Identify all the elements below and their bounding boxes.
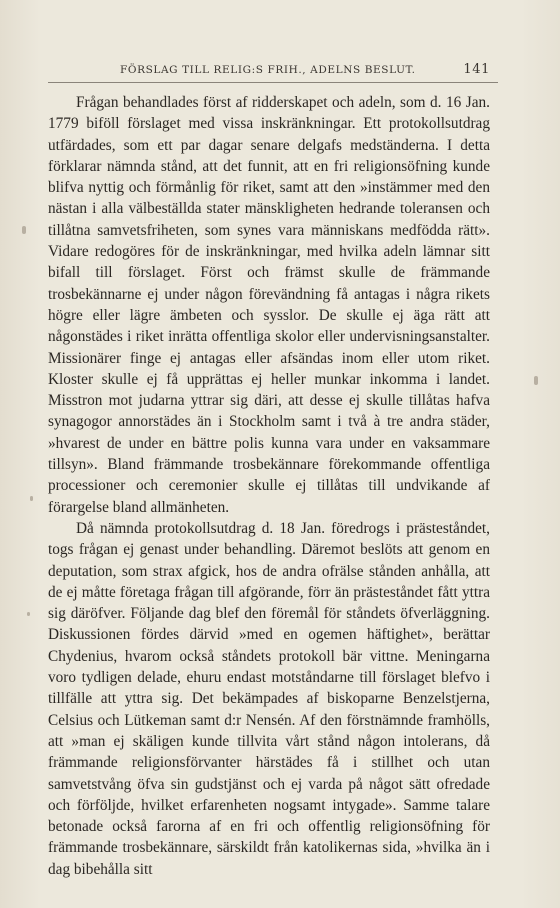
body-text — [48, 92, 490, 880]
margin-speck — [22, 226, 26, 234]
header-rule — [48, 82, 498, 83]
running-title: FÖRSLAG TILL RELIG:S FRIH., ADELNS BESLUT. — [120, 64, 416, 76]
margin-speck — [30, 496, 33, 501]
page-number: 141 — [463, 62, 490, 77]
margin-speck — [534, 376, 538, 385]
page-header — [120, 62, 490, 80]
paragraph-2: Då nämnda protokollsutdrag d. 18 Jan. föredrogs i prästeståndet, togs frågan ej genast under behandling. Däremot beslöts att genom en deputation, som strax afgick, hos de andra ofrälse stånden anhålla, att de ej måtte företaga frågan till afgörande, förr än prästeståndet fått yttra sig däröfver. Följande dag blef den föremål för ståndets öfverläggning. Diskussionen fördes därvid »med en ogemen häftighet», berättar Chydenius, hvarom också ståndets protokoll bär vittne. Meningarna voro tydligen delade, ehuru endast motståndarne till förslaget blefvo i tillfälle att yttra sig. Det bekämpades af biskoparne Benzelstjerna, Celsius och Lütkeman samt d:r Nensén. Af den förstnämnde framhölls, att »man ej skäligen kunde tillvita vårt stånd någon intolerans, då främmande religionsförvanter härstädes få i stillhet och utan samvetstvång öfva sin gudstjänst och ej varda på något sätt ofredade och förföljde, hvilket erfarenheten nogsamt intygade». Samme talare betonade också farorna af en fri och offentlig religionsöfning för främmande trosbekännare, särskildt från katolikernas sida, »hvilka än i dag bibehålla sitt — [48, 519, 490, 878]
paragraph-1: Frågan behandlades först af ridderskapet och adeln, som d. 16 Jan. 1779 biföll förslaget med vissa inskränkningar. Ett protokollsutdrag utfärdades, som ett par dagar senare delgafs medständerna. I detta förklarar nämnda stånd, att det funnit, att en fri religionsöfning kunde blifva nyttig och förmånlig för riket, samt att den »instämmer med den nästan i alla välbeställda stater mänskligheten hedrande toleransen och tillåtna samvetsfriheten, som synes vara människans medfödda rätt». Vidare redogöres för de inskränkningar, med hvilka adeln lämnar sitt bifall till förslaget. Först och främst skulle de främmande trosbekännarne ej under någon förevändning få antagas i några rikets högre eller lägre ämbeten och sysslor. De skulle ej äga rätt att någonstädes i riket inrätta offentliga skolor eller undervisningsanstalter. Missionärer finge ej antagas eller afsändas inom eller utom riket. Kloster skulle ej få upprättas ej heller munkar inkomma i landet. Misstron mot judarna yttrar sig däri, att desse ej skulle tillåtas hafva synagogor annorstädes än i Stockholm samt i två à tre andra städer, »hvarest de under en bättre polis kunna vara under en vaksammare tillsyn». Bland främmande trosbekännare förekommande offentliga processioner och ceremonier skulle ej tillåtas till undvikande af förargelse bland allmänheten. — [48, 94, 490, 516]
margin-speck — [27, 612, 30, 616]
